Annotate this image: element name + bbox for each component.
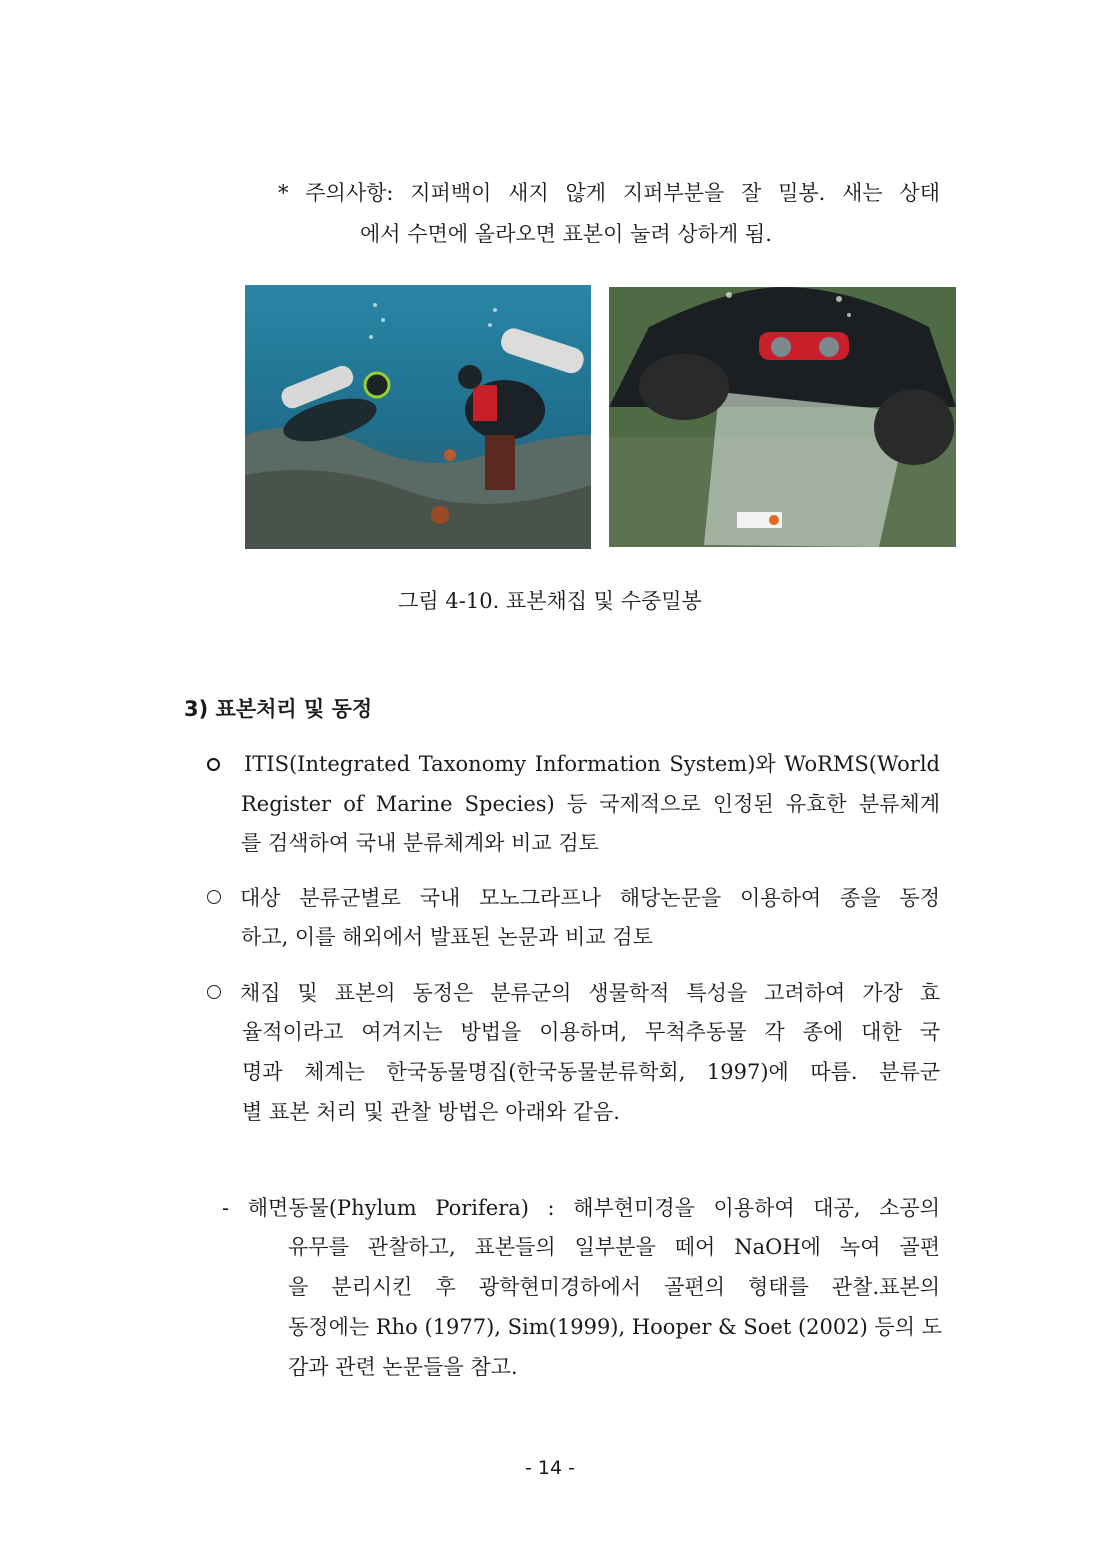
section-heading: 3) 표본처리 및 동정 bbox=[184, 697, 373, 721]
bullet-3-line-4: 별 표본 처리 및 관찰 방법은 아래와 같음. bbox=[242, 1100, 620, 1124]
dash-item-line-4: 동정에는 Rho (1977), Sim(1999), Hooper & Soet (2002) 등의 도 bbox=[288, 1315, 943, 1339]
bullet-circle-icon bbox=[207, 985, 221, 999]
photo-divers-collecting bbox=[245, 285, 591, 549]
bullet-2-line-2: 하고, 이를 해외에서 발표된 논문과 비교 검토 bbox=[241, 925, 653, 949]
bullet-circle-icon bbox=[207, 890, 221, 904]
note-line-2: 에서 수면에 올라오면 표본이 눌려 상하게 됨. bbox=[360, 222, 772, 246]
bullet-1-line-3: 를 검색하여 국내 분류체계와 비교 검토 bbox=[241, 831, 599, 855]
photo-sealing-bag bbox=[609, 287, 956, 547]
dash-item-line-2: 유무를 관찰하고, 표본들의 일부분을 떼어 NaOH에 녹여 골편 bbox=[288, 1235, 940, 1259]
bullet-circle-icon bbox=[207, 758, 220, 771]
dash-item-line-1: - 해면동물(Phylum Porifera) : 해부현미경을 이용하여 대공, 소공의 bbox=[222, 1196, 940, 1220]
dash-item-line-3: 을 분리시킨 후 광학현미경하에서 골편의 형태를 관찰.표본의 bbox=[288, 1275, 940, 1299]
bullet-1-line-1: ITIS(Integrated Taxonomy Information System)와 WoRMS(World bbox=[244, 752, 940, 776]
dash-item-line-5: 감과 관련 논문들을 참고. bbox=[288, 1355, 518, 1379]
bullet-3-line-1: 채집 및 표본의 동정은 분류군의 생물학적 특성을 고려하여 가장 효 bbox=[240, 981, 940, 1005]
figure-caption: 그림 4-10. 표본채집 및 수중밀봉 bbox=[398, 589, 702, 613]
page-number: - 14 - bbox=[525, 1457, 575, 1479]
bullet-2-line-1: 대상 분류군별로 국내 모노그라프나 해당논문을 이용하여 종을 동정 bbox=[240, 886, 940, 910]
bullet-3-line-3: 명과 체계는 한국동물명집(한국동물분류학회, 1997)에 따름. 분류군 bbox=[242, 1060, 940, 1084]
bullet-3-line-2: 율적이라고 여겨지는 방법을 이용하며, 무척추동물 각 종에 대한 국 bbox=[242, 1020, 940, 1044]
bullet-1-line-2: Register of Marine Species) 등 국제적으로 인정된 유효한 분류체계 bbox=[241, 792, 940, 816]
note-line-1: * 주의사항: 지퍼백이 새지 않게 지퍼부분을 잘 밀봉. 새는 상태 bbox=[278, 181, 940, 205]
